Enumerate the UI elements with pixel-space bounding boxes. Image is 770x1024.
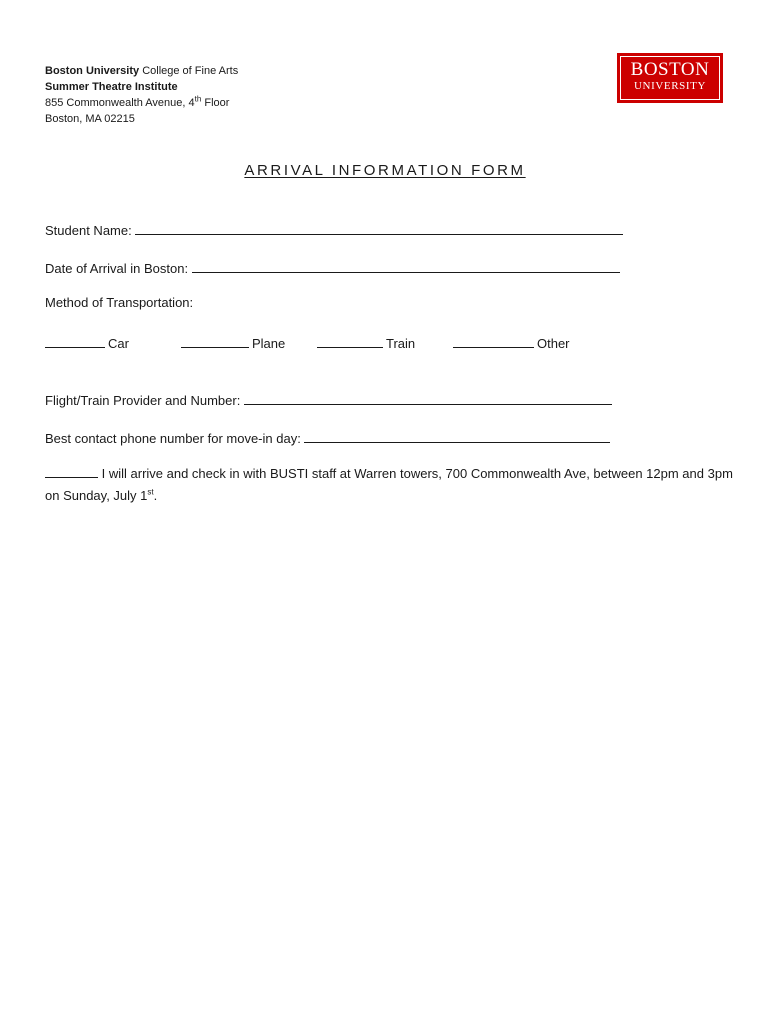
- address-line-street: [45, 95, 238, 111]
- floor-text: Floor: [204, 97, 230, 109]
- train-option-label: Train: [386, 336, 416, 351]
- other-option-label: Other: [537, 336, 570, 351]
- logo-line-university: UNIVERSITY: [634, 80, 706, 92]
- form-title: ARRIVAL INFORMATION FORM: [244, 162, 526, 179]
- address-line-city: Boston, MA 02215: [45, 113, 135, 125]
- checkin-initials-field[interactable]: [45, 463, 98, 478]
- train-blank-field[interactable]: [317, 333, 383, 348]
- floor-ordinal: th: [194, 94, 202, 104]
- car-blank-field[interactable]: [45, 333, 105, 348]
- transport-label-row: [45, 295, 193, 310]
- transport-option-train: [317, 333, 415, 351]
- other-blank-field[interactable]: [453, 333, 534, 348]
- org-name: Boston University: [45, 65, 140, 77]
- arrival-date-row: [45, 258, 620, 276]
- provider-row: [45, 390, 612, 408]
- checkin-confirmation: [45, 463, 735, 507]
- college-name: College of Fine Arts: [142, 65, 239, 77]
- car-option-label: Car: [108, 336, 129, 351]
- street-text: 855 Commonwealth Avenue, 4: [45, 97, 195, 109]
- plane-option-label: Plane: [252, 336, 286, 351]
- provider-label: Flight/Train Provider and Number:: [45, 393, 241, 408]
- logo-border: [620, 56, 720, 100]
- boston-university-logo: [617, 53, 723, 103]
- checkin-period: .: [153, 488, 158, 503]
- student-name-field[interactable]: [135, 220, 623, 235]
- transport-option-car: [45, 333, 129, 351]
- student-name-row: [45, 220, 623, 238]
- transport-option-plane: [181, 333, 285, 351]
- provider-field[interactable]: [244, 390, 612, 405]
- address-line-org: [45, 63, 238, 79]
- address-line-program: [45, 79, 238, 95]
- form-title-wrapper: [0, 162, 770, 179]
- plane-blank-field[interactable]: [181, 333, 249, 348]
- phone-field[interactable]: [304, 428, 610, 443]
- arrival-date-field[interactable]: [192, 258, 620, 273]
- checkin-text: I will arrive and check in with BUSTI staff at Warren towers, 700 Commonwealth Ave, between 12pm and 3pm on Sunday, July 1: [45, 466, 733, 503]
- phone-row: [45, 428, 610, 446]
- sender-address: [45, 63, 238, 127]
- logo-line-boston: BOSTON: [630, 59, 710, 80]
- student-name-label: Student Name:: [45, 223, 132, 238]
- date-ordinal: st: [147, 487, 154, 497]
- program-name: Summer Theatre Institute: [45, 81, 178, 93]
- transport-option-other: [453, 333, 570, 351]
- transport-label: Method of Transportation:: [45, 295, 194, 310]
- phone-label: Best contact phone number for move-in day:: [45, 431, 301, 446]
- arrival-date-label: Date of Arrival in Boston:: [45, 261, 189, 276]
